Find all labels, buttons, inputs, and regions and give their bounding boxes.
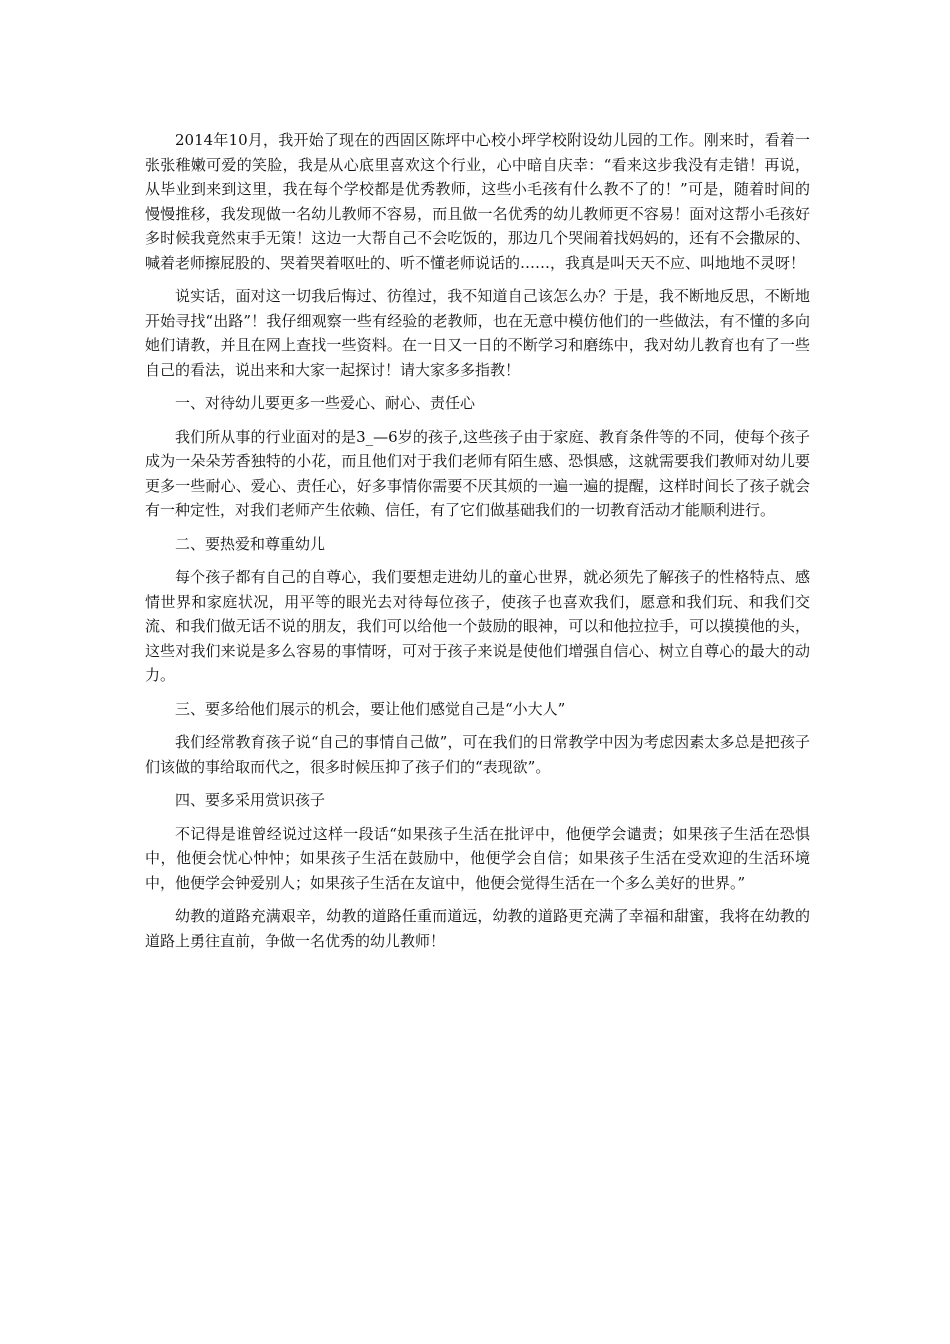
paragraph-section-2: 每个孩子都有自己的自尊心，我们要想走进幼儿的童心世界，就必须先了解孩子的性格特点、感情世界和家庭状况，用平等的眼光去对待每位孩子，使孩子也喜欢我们，愿意和我们玩、和我们交流、和我们做无话不说的朋友，我们可以给他一个鼓励的眼神，可以和他拉拉手，可以摸摸他的头，这些对我们来说是多么容易的事情呀，可对于孩子来说是使他们增强自信心、树立自尊心的最大的动力。	[145, 568, 810, 684]
section-heading-4: 四、要多采用赏识孩子	[175, 791, 326, 809]
paragraph-section-1: 我们所从事的行业面对的是3_—6岁的孩子,这些孩子由于家庭、教育条件等的不同，使每个孩子成为一朵朵芳香独特的小花，而且他们对于我们老师有陌生感、恐惧感，这就需要我们教师对幼儿要更多一些耐心、爱心、责任心，好多事情你需要不厌其烦的一遍一遍的提醒，这样时间长了孩子就会有一种定性，对我们老师产生依赖、信任，有了它们做基础我们的一切教育活动才能顺利进行。	[145, 427, 810, 519]
paragraph-conclusion: 幼教的道路充满艰辛，幼教的道路任重而道远，幼教的道路更充满了幸福和甜蜜，我将在幼教的道路上勇往直前，争做一名优秀的幼儿教师！	[145, 907, 810, 950]
paragraph-intro: 2014年10月，我开始了现在的西固区陈坪中心校小坪学校附设幼儿园的工作。刚来时，看着一张张稚嫩可爱的笑脸，我是从心底里喜欢这个行业，心中暗自庆幸：“看来这步我没有走错！再说，从毕业到来到这里，我在每个学校都是优秀教师，这些小毛孩有什么教不了的！”可是，随着时间的慢慢推移，我发现做一名幼儿教师不容易，而且做一名优秀的幼儿教师更不容易！面对这帮小毛孩好多时候我竟然束手无策！这边一大帮自己不会吃饭的，那边几个哭闹着找妈妈的，还有不会撒尿的、喊着老师擦屁股的、哭着哭着呕吐的、听不懂老师说话的……，我真是叫天天不应、叫地地不灵呀！	[145, 131, 810, 272]
paragraph-section-3: 我们经常教育孩子说“自己的事情自己做”，可在我们的日常教学中因为考虑因素太多总是把孩子们该做的事给取而代之，很多时候压抑了孩子们的“表现欲”。	[145, 733, 810, 776]
section-heading-1: 一、对待幼儿要更多一些爱心、耐心、责任心	[175, 394, 476, 412]
document-body	[145, 128, 810, 962]
paragraph-section-4: 不记得是谁曾经说过这样一段话“如果孩子生活在批评中，他便学会谴责；如果孩子生活在恐惧中，他便会忧心忡忡；如果孩子生活在鼓励中，他便学会自信；如果孩子生活在受欢迎的生活环境中，他便学会钟爱别人；如果孩子生活在友谊中，他便会觉得生活在一个多么美好的世界。”	[145, 824, 810, 892]
section-heading-2: 二、要热爱和尊重幼儿	[175, 534, 326, 553]
paragraph-reflection: 说实话，面对这一切我后悔过、彷徨过，我不知道自己该怎么办？于是，我不断地反思，不断地开始寻找“出路”！我仔细观察一些有经验的老教师，也在无意中模仿他们的一些做法，有不懂的多向她们请教，并且在网上查找一些资料。在一日又一日的不断学习和磨练中，我对幼儿教育也有了一些自己的看法，说出来和大家一起探讨！请大家多多指教！	[145, 287, 810, 379]
section-heading-3: 三、要多给他们展示的机会，要让他们感觉自己是“小大人”	[175, 699, 566, 718]
